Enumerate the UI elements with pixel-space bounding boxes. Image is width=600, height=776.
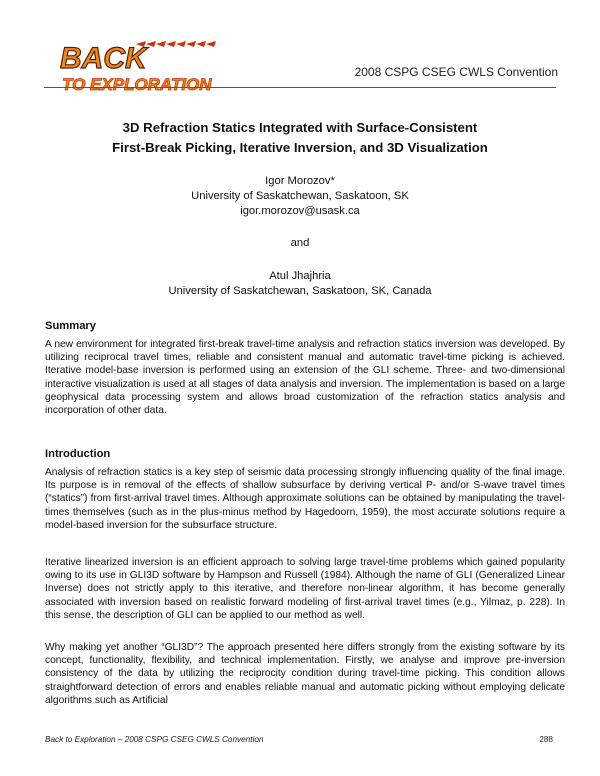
introduction-paragraph-2: Iterative linearized inversion is an efficient approach to solving large travel-time problems which gained popularity owing to its use in GLI3D software by Hampson and Russell (1984). Although the name of GLI (Generalized Linear Inverse) does not strictly apply to this iterative, and therefore non-linear algorithm, it has become generally associated with inversion based on realistic forward modeling of first-arrival travel times (e.g., Yilmaz, p. 228). In this sense, the description of GLI can be applied to our method as well. bbox=[45, 557, 565, 621]
introduction-paragraph-1: Analysis of refraction statics is a key step of seismic data processing strongly influencing quality of the final image. Its purpose is in removal of the effects of shallow subsurface by deriving vertical P- and/or S-wave travel times (“statics”) from first-arrival travel times. Although approximate solutions can be obtained by manipulating the travel-times themselves (such as in the plus-minus method by Hagedoorn, 1959), the most accurate solutions require a model-based inversion for the subsurface structure. bbox=[45, 467, 565, 531]
introduction-paragraph-3: Why making yet another “GLI3D”? The approach presented here differs strongly from the existing software by its concept, functionality, flexibility, and technical implementation. Firstly, we analyse and improve pre-inversion consistency of the data by utilizing the reciprocity condition during travel-time picking. This condition allows straightforward detection of errors and enables reliable manual and automatic picking without employing delicate algorithms such as Artificial bbox=[45, 642, 565, 706]
paper-title-line1: 3D Refraction Statics Integrated with Surface-Consistent bbox=[122, 120, 478, 135]
author-name-2: Atul Jhajhria bbox=[269, 270, 331, 282]
summary-paragraph: A new environment for integrated first-break travel-time analysis and refraction statics inversion was developed. By utilizing reciprocal travel times, reliable and consistent manual and automatic travel-time picking is achieved. Iterative model-base inversion is performed using an extension of the GLI scheme. Three- and two-dimensional interactive visualization is used at all stages of data analysis and inversion. The implementation is based on a large geophysical data processing system and allows broad customization of the refraction statics analysis and incorporation of other data. bbox=[45, 339, 565, 417]
conference-name: 2008 CSPG CSEG CWLS Convention bbox=[354, 65, 558, 79]
logo-arrows bbox=[136, 41, 216, 47]
paper-title-line2: First-Break Picking, Iterative Inversion, and 3D Visualization bbox=[112, 140, 488, 155]
logo-line2: TO EXPLORATION bbox=[62, 75, 212, 94]
introduction-heading: Introduction bbox=[45, 448, 111, 460]
page-number: 288 bbox=[539, 735, 553, 744]
author-conjunction: and bbox=[290, 237, 310, 249]
author-affiliation-2: University of Saskatchewan, Saskatoon, SK, Canada bbox=[168, 285, 432, 297]
author-affiliation-1: University of Saskatchewan, Saskatoon, SK bbox=[191, 190, 409, 202]
summary-heading: Summary bbox=[45, 320, 96, 332]
author-name-1: Igor Morozov* bbox=[265, 175, 335, 187]
header-divider bbox=[44, 87, 556, 88]
footer-conference: Back to Exploration – 2008 CSPG CSEG CWLS Convention bbox=[45, 735, 264, 744]
back-to-exploration-logo bbox=[56, 36, 224, 98]
author-email-1: igor.morozov@usask.ca bbox=[240, 205, 360, 217]
logo-line1: BACK bbox=[60, 42, 147, 75]
